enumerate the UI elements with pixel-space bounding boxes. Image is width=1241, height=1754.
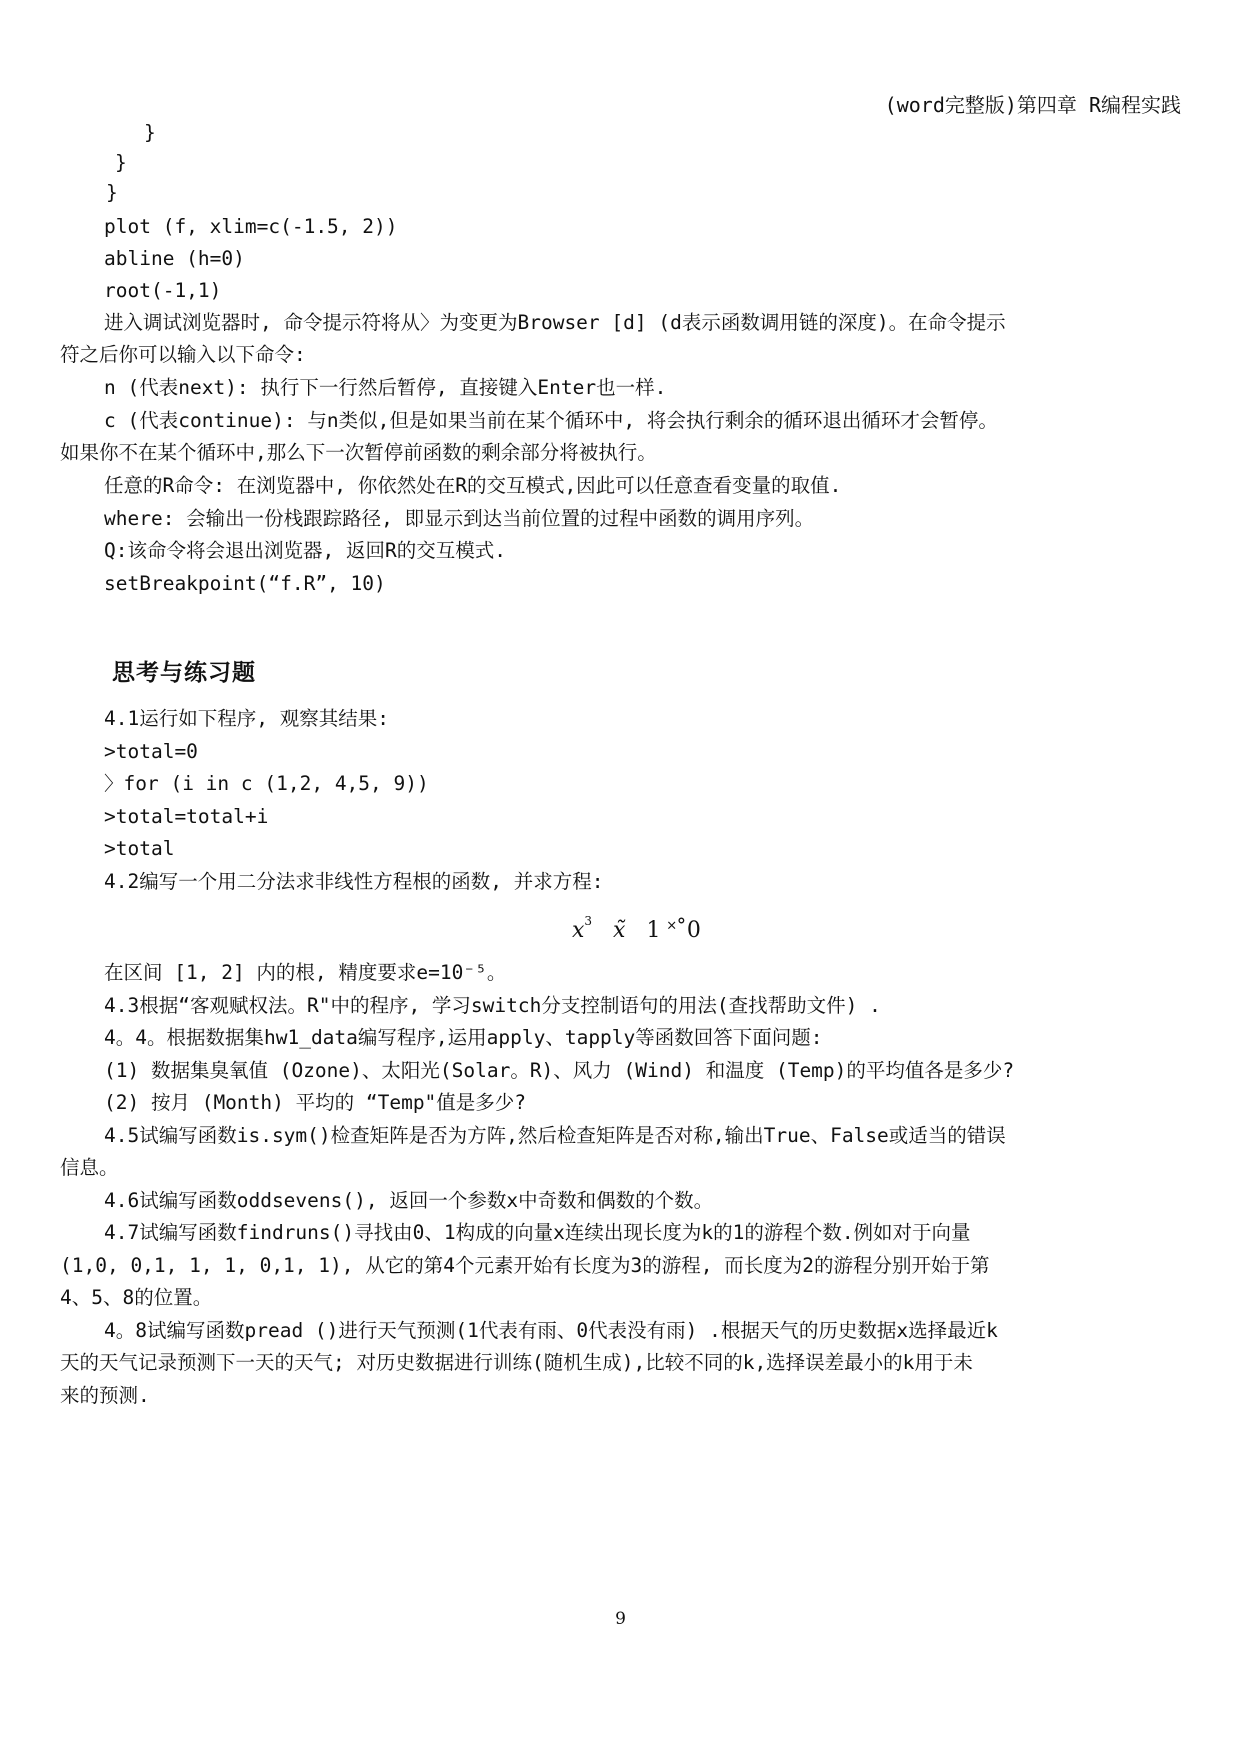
exercise-4-2-interval: 在区间 [1, 2] 内的根, 精度要求e=10⁻⁵。 <box>104 961 507 984</box>
exercise-4-1-code-2: 〉for (i in c (1,2, 4,5, 9)) <box>104 772 429 795</box>
code-abline: abline (h=0) <box>104 247 245 270</box>
debug-cmd-continue-line1: c (代表continue): 与n类似,但是如果当前在某个循环中, 将会执行剩余的循环退出循环才会暂停。 <box>104 409 998 432</box>
equation <box>572 914 701 943</box>
page-header: (word完整版)第四章 R编程实践 <box>884 93 1181 117</box>
exercise-4-4: 4。4。根据数据集hw1_data编写程序,运用apply、tapply等函数回答下面问题: <box>104 1026 823 1049</box>
equation-rest: 1 ˟˚0 <box>646 918 701 943</box>
exercise-4-4-q2: (2) 按月 (Month) 平均的 “Temp"值是多少? <box>104 1091 527 1114</box>
code-brace-2: } <box>115 151 127 174</box>
code-root: root(-1,1) <box>104 279 222 302</box>
page-number: 9 <box>615 1609 626 1629</box>
exercise-4-1-code-1: >total=0 <box>104 740 198 763</box>
exercise-4-5-line1: 4.5试编写函数is.sym()检查矩阵是否为方阵,然后检查矩阵是否对称,输出True、False或适当的错误 <box>104 1124 1006 1147</box>
debug-cmd-next: n (代表next): 执行下一行然后暂停, 直接键入Enter也一样. <box>104 376 667 399</box>
exercise-4-8-line3: 来的预测. <box>60 1384 150 1407</box>
exercise-4-2: 4.2编写一个用二分法求非线性方程根的函数, 并求方程: <box>104 870 604 893</box>
exercise-4-6: 4.6试编写函数oddsevens(), 返回一个参数x中奇数和偶数的个数。 <box>104 1189 714 1212</box>
exercise-4-3: 4.3根据“客观赋权法。R"中的程序, 学习switch分支控制语句的用法(查找帮助文件) . <box>104 994 881 1017</box>
equation-x-term: x̃ <box>613 918 626 943</box>
exercise-4-4-q1: (1) 数据集臭氧值 (Ozone)、太阳光(Solar。R)、风力 (Wind) 和温度 (Temp)的平均值各是多少? <box>104 1059 1015 1082</box>
debug-cmd-any: 任意的R命令: 在浏览器中, 你依然处在R的交互模式,因此可以任意查看变量的取值. <box>104 474 842 497</box>
exercise-4-8-line2: 天的天气记录预测下一天的天气; 对历史数据进行训练(随机生成),比较不同的k,选择误差最小的k用于未 <box>60 1351 973 1374</box>
equation-x: x <box>572 918 585 943</box>
exercise-4-7-line2: (1,0, 0,1, 1, 1, 0,1, 1), 从它的第4个元素开始有长度为3的游程, 而长度为2的游程分别开始于第 <box>60 1254 990 1277</box>
debug-intro-line1: 进入调试浏览器时, 命令提示符将从〉为变更为Browser [d] (d表示函数调用链的深度)。在命令提示 <box>104 311 1006 334</box>
debug-cmd-quit: Q:该命令将会退出浏览器, 返回R的交互模式. <box>104 539 506 562</box>
debug-cmd-continue-line2: 如果你不在某个循环中,那么下一次暂停前函数的剩余部分将被执行。 <box>60 441 657 464</box>
debug-set-breakpoint: setBreakpoint(“f.R”, 10) <box>104 572 386 595</box>
exercise-4-8-line1: 4。8试编写函数pread ()进行天气预测(1代表有雨、0代表没有雨) .根据天气的历史数据x选择最近k <box>104 1319 998 1342</box>
exercise-4-7-line1: 4.7试编写函数findruns()寻找由0、1构成的向量x连续出现长度为k的1的游程个数.例如对于向量 <box>104 1221 971 1244</box>
code-plot: plot (f, xlim=c(-1.5, 2)) <box>104 215 398 238</box>
section-title: 思考与练习题 <box>112 660 256 686</box>
debug-cmd-where: where: 会输出一份栈跟踪路径, 即显示到达当前位置的过程中函数的调用序列。 <box>104 507 815 530</box>
code-brace-3: } <box>106 181 118 204</box>
exercise-4-7-line3: 4、5、8的位置。 <box>60 1286 213 1309</box>
exercise-4-5-line2: 信息。 <box>60 1156 119 1179</box>
equation-exponent: 3 <box>584 914 593 928</box>
exercise-4-1-code-3: >total=total+i <box>104 805 269 828</box>
exercise-4-1: 4.1运行如下程序, 观察其结果: <box>104 707 389 730</box>
code-brace-1: } <box>144 121 156 144</box>
debug-intro-line2: 符之后你可以输入以下命令: <box>60 343 306 366</box>
exercise-4-1-code-4: >total <box>104 837 175 860</box>
